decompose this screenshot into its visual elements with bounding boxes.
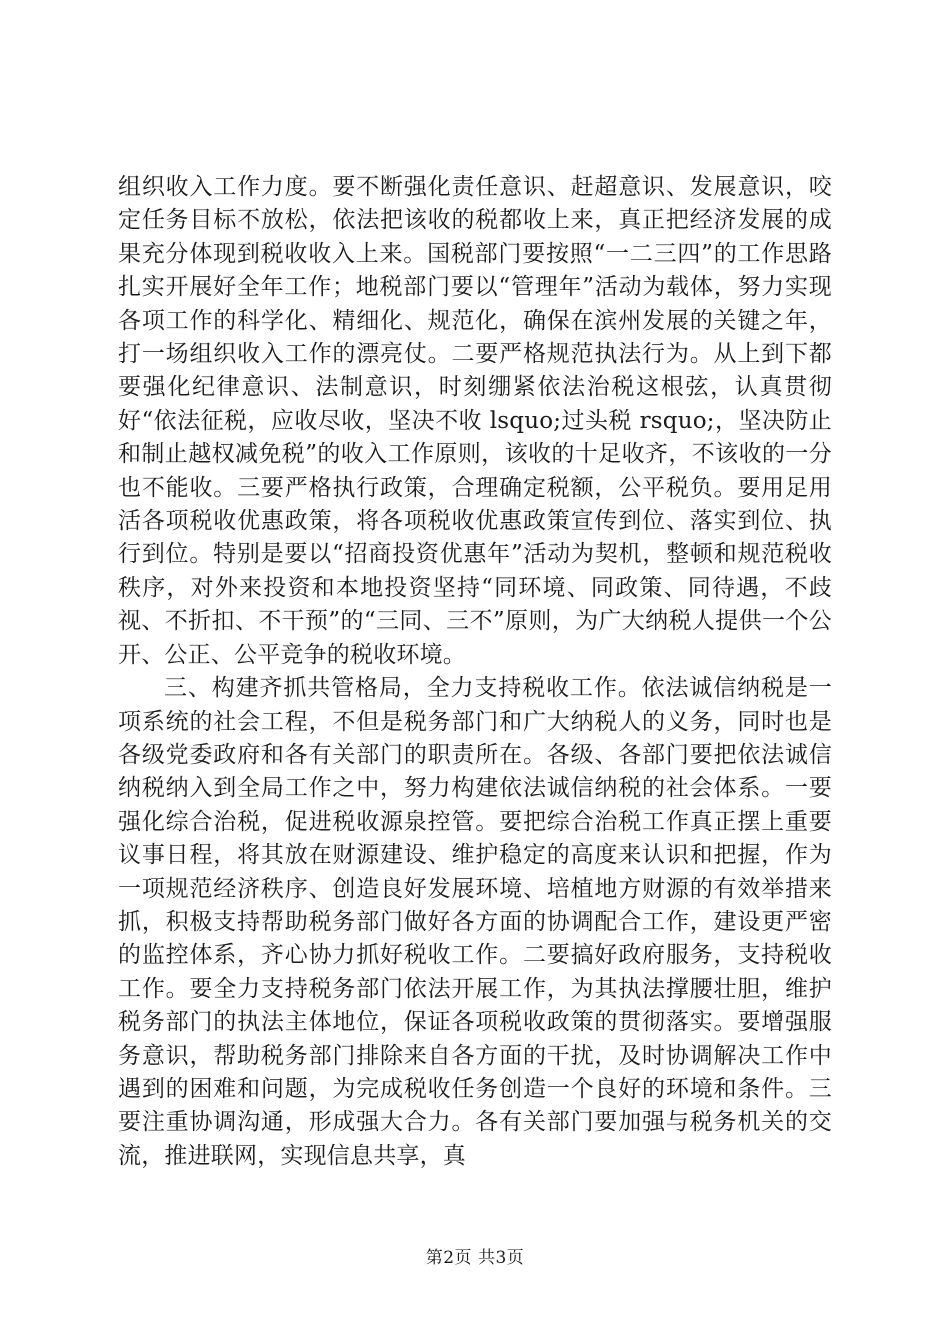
paragraph-section-three: 三、构建齐抓共管格局，全力支持税收工作。依法诚信纳税是一项系统的社会工程，不但是税务部门和广大纳税人的义务，同时也是各级党委政府和各有关部门的职责所在。各级、各部门要把依法诚信纳税纳入到全局工作之中，努力构建依法诚信纳税的社会体系。一要强化综合治税，促进税收源泉控管。要把综合治税工作真正摆上重要议事日程，将其放在财源建设、维护稳定的高度来认识和把握，作为一项规范经济秩序、创造良好发展环境、培植地方财源的有效举措来抓，积极支持帮助税务部门做好各方面的协调配合工作，建设更严密的监控体系，齐心协力抓好税收工作。二要搞好政府服务，支持税收工作。要全力支持税务部门依法开展工作，为其执法撑腰壮胆，维护税务部门的执法主体地位，保证各项税收政策的贯彻落实。要增强服务意识，帮助税务部门排除来自各方面的干扰，及时协调解决工作中遇到的困难和问题，为完成税收任务创造一个良好的环境和条件。三要注重协调沟通，形成强大合力。各有关部门要加强与税务机关的交流，推进联网，实现信息共享，真: [118, 675, 832, 1169]
paragraph-continuation: 组织收入工作力度。要不断强化责任意识、赶超意识、发展意识，咬定任务目标不放松，依法把该收的税都收上来，真正把经济发展的成果充分体现到税收收入上来。国税部门要按照“一二三四”的工作思路扎实开展好全年工作；地税部门要以“管理年”活动为载体，努力实现各项工作的科学化、精细化、规范化，确保在滨州发展的关键之年，打一场组织收入工作的漂亮仗。二要严格规范执法行为。从上到下都要强化纪律意识、法制意识，时刻绷紧依法治税这根弦，认真贯彻好“依法征税，应收尽收，坚决不收 lsquo;过头税 rsquo;，坚决防止和制止越权减免税”的收入工作原则，该收的十足收齐，不该收的一分也不能收。三要严格执行政策，合理确定税额，公平税负。要用足用活各项税收优惠政策，将各项税收优惠政策宣传到位、落实到位、执行到位。特别是要以“招商投资优惠年”活动为契机，整顿和规范税收秩序，对外来投资和本地投资坚持“同环境、同政策、同待遇，不歧视、不折扣、不干预”的“三同、三不”原则，为广大纳税人提供一个公开、公正、公平竞争的税收环境。: [118, 174, 832, 668]
document-body: [118, 171, 832, 1173]
page-number-footer: 第2页 共3页: [425, 1248, 525, 1268]
